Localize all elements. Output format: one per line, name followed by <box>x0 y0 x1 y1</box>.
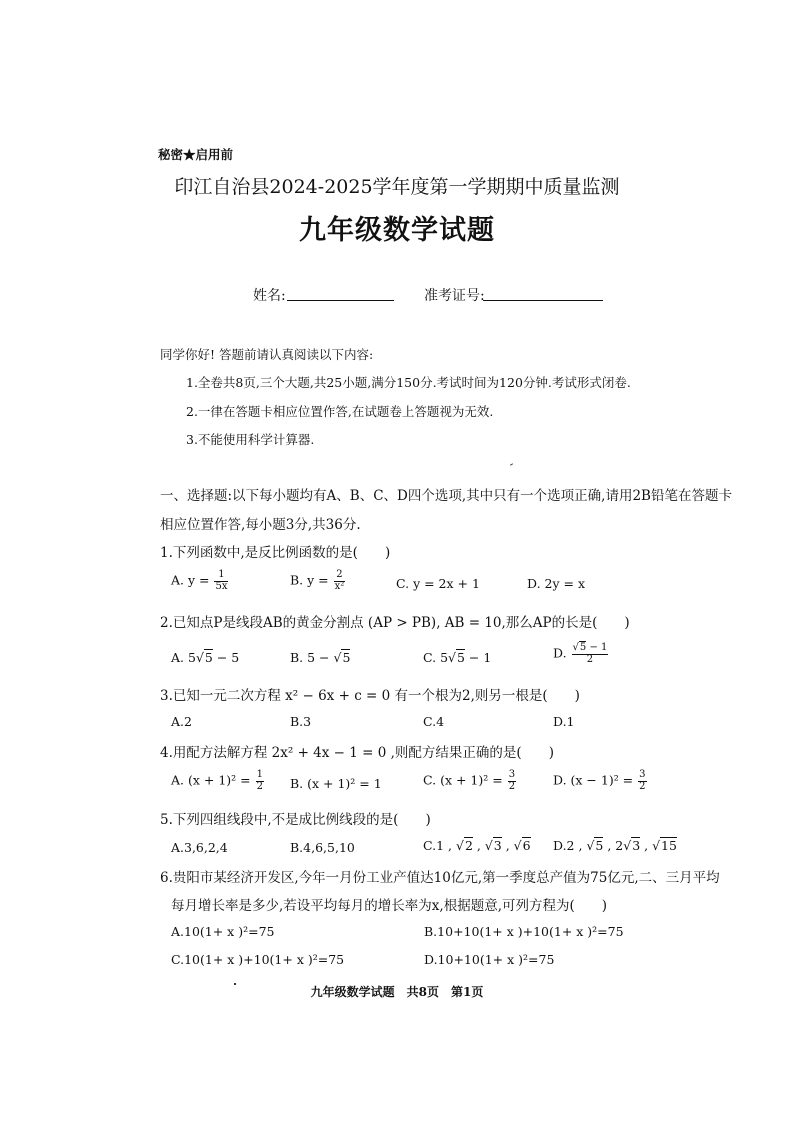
instruction-item: 2.一律在答题卡相应位置作答,在试题卷上答题视为无效. <box>186 404 494 419</box>
q1-option-a: A. y = $\frac{1}{5x}$ <box>171 569 228 592</box>
instruction-item: 3.不能使用科学计算器. <box>186 432 315 447</box>
q6-option-c: C.10(1+ x )+10(1+ x )²=75 <box>171 952 345 967</box>
q6-option-d: D.10+10(1+ x )²=75 <box>424 952 555 967</box>
q4-option-b: B. (x + 1)² = 1 <box>290 776 382 791</box>
confidential-label: 秘密★启用前 <box>158 147 234 162</box>
question-6: 6.贵阳市某经济开发区,今年一月份工业产值达10亿元,第一季度总产值为75亿元,二、三月平均 <box>160 870 720 886</box>
instruction-item: 1.全卷共8页,三个大题,共25小题,满分150分.考试时间为120分钟.考试形式闭卷. <box>186 375 631 390</box>
name-field[interactable] <box>287 300 394 301</box>
q5-option-c: C.1 , √2 , √3 , √6 <box>423 838 531 853</box>
q6-option-b: B.10+10(1+ x )+10(1+ x )²=75 <box>424 924 624 939</box>
q3-option-b: B.3 <box>290 714 312 729</box>
exam-subtitle: 九年级数学试题 <box>299 215 495 246</box>
name-label: 姓名: <box>253 288 286 304</box>
q1-option-b: B. y = $\frac{2}{\text{x²}}$ <box>290 569 345 592</box>
question-5: 5.下列四组线段中,不是成比例线段的是( ) <box>160 812 431 828</box>
q3-option-d: D.1 <box>553 714 575 729</box>
q1-option-c: C. y = 2x + 1 <box>396 576 480 591</box>
q5-option-b: B.4,6,5,10 <box>290 840 355 855</box>
q3-option-c: C.4 <box>423 714 445 729</box>
q4-option-d: D. (x − 1)² = $\frac{3}{2}$ <box>553 769 646 792</box>
question-1: 1.下列函数中,是反比例函数的是( ) <box>160 545 391 561</box>
q5-option-a: A.3,6,2,4 <box>171 840 228 855</box>
instructions-intro: 同学你好! 答题前请认真阅读以下内容: <box>160 347 374 362</box>
scan-speck <box>510 463 513 465</box>
q6-option-a: A.10(1+ x )²=75 <box>171 924 275 939</box>
question-3: 3.已知一元二次方程 x² − 6x + c = 0 有一个根为2,则另一根是( ) <box>160 688 580 704</box>
section-heading-cont: 相应位置作答,每小题3分,共36分. <box>160 517 361 533</box>
page-footer: 九年级数学试题 共8页 第1页 <box>310 985 484 999</box>
question-4: 4.用配方法解方程 2x² + 4x − 1 = 0 ,则配方结果正确的是( ) <box>160 745 554 761</box>
q2-option-d: D. $\frac{√5 - 1}{2}$ <box>553 642 608 665</box>
q2-option-b: B. 5 − √5 <box>290 650 351 665</box>
question-2: 2.已知点P是线段AB的黄金分割点 (AP > PB), AB = 10,那么AP的长是( ) <box>160 615 630 631</box>
q4-option-c: C. (x + 1)² = $\frac{3}{2}$ <box>423 769 516 792</box>
q4-option-a: A. (x + 1)² = $\frac{1}{2}$ <box>171 769 263 792</box>
q2-option-c: C. 5√5 − 1 <box>423 650 492 665</box>
exam-title: 印江自治县2024-2025学年度第一学期期中质量监测 <box>174 176 620 198</box>
q5-option-d: D.2 , √5 , 2√3 , √15 <box>553 838 677 853</box>
exam-number-field[interactable] <box>483 300 603 301</box>
q1-option-d: D. 2y = x <box>527 576 586 591</box>
q3-option-a: A.2 <box>171 714 192 729</box>
q2-option-a: A. 5√5 − 5 <box>171 650 240 665</box>
exam-number-label: 准考证号: <box>424 288 485 304</box>
question-6-cont: 每月增长率是多少,若设平均每月的增长率为x,根据题意,可列方程为( ) <box>171 898 608 914</box>
section-heading: 一、选择题:以下每小题均有A、B、C、D四个选项,其中只有一个选项正确,请用2B铅笔在答题卡 <box>160 488 732 504</box>
